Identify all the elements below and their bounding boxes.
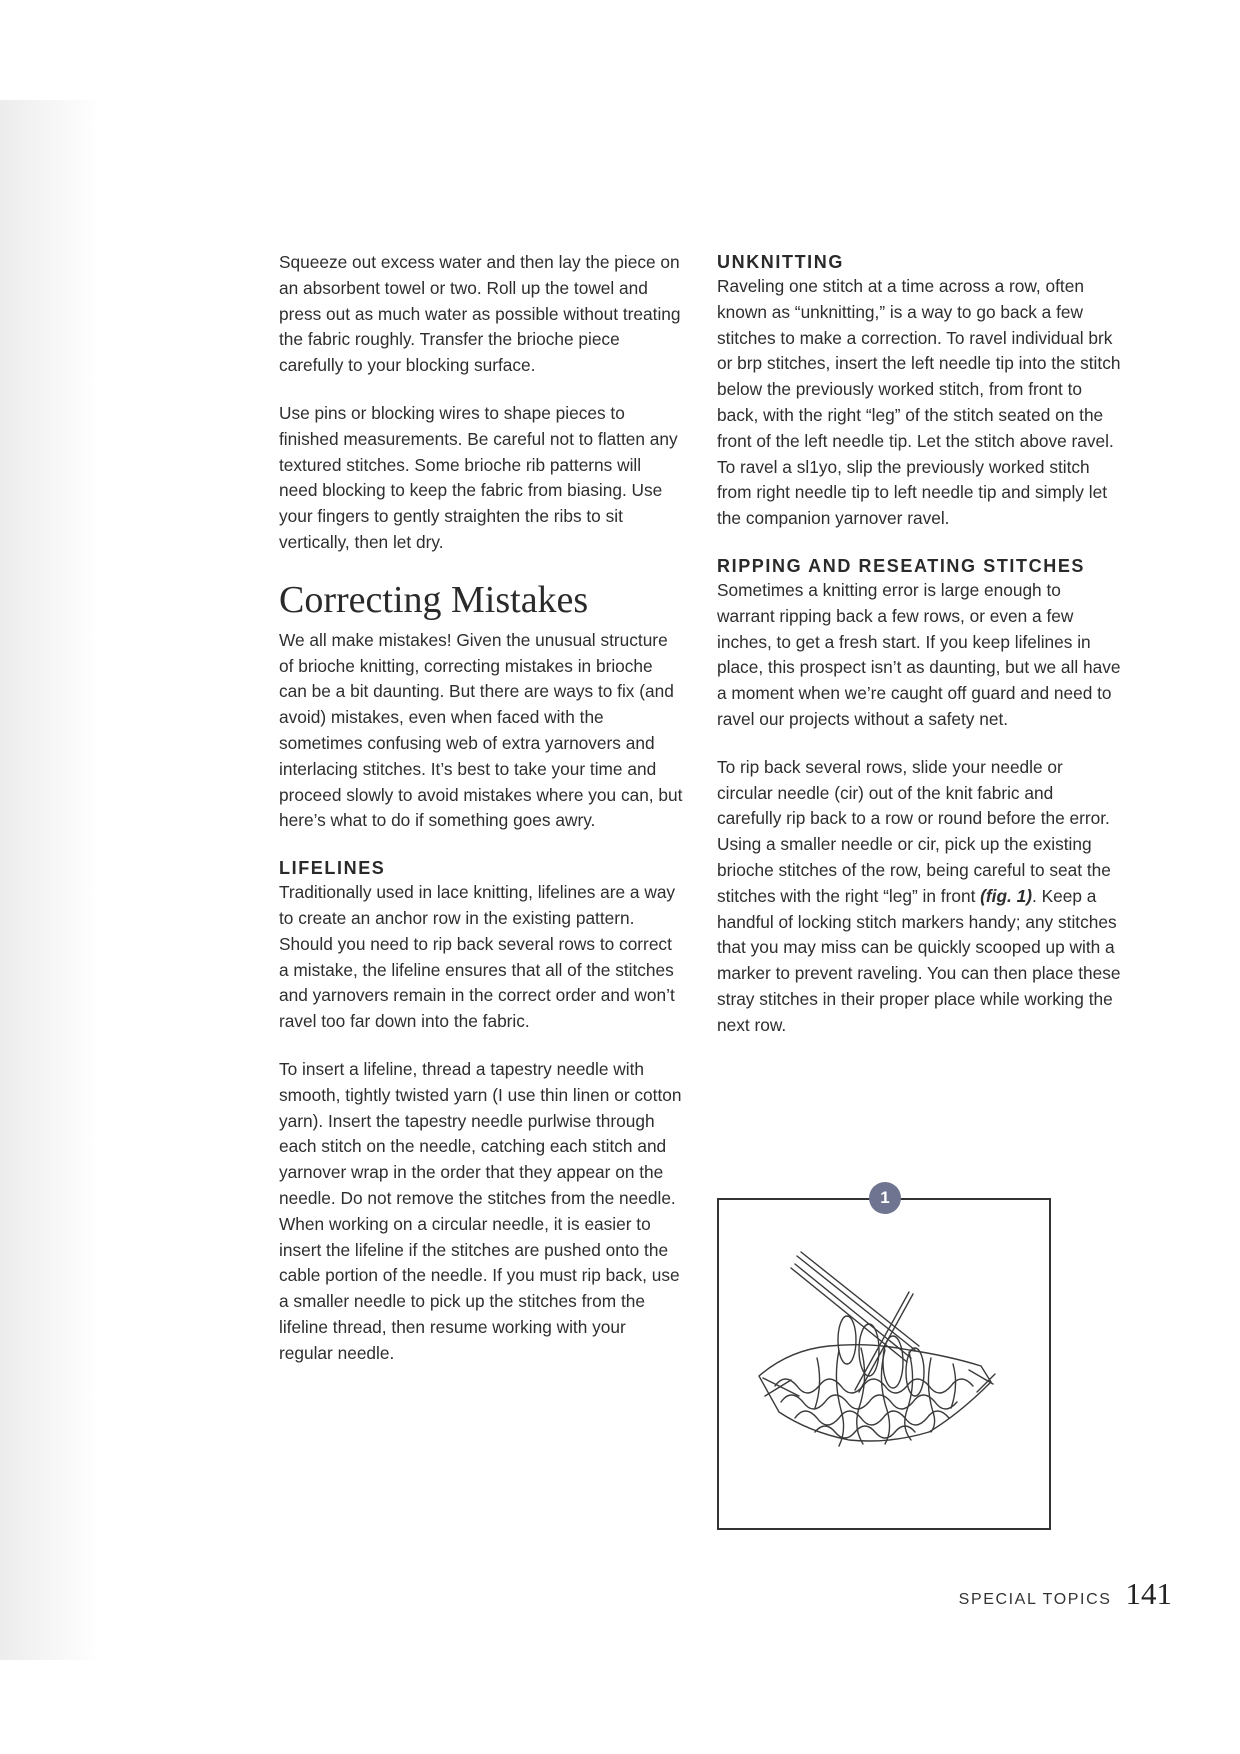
left-column	[279, 250, 684, 1388]
paragraph-unknitting: Raveling one stitch at a time across a row, often known as “unknitting,” is a way to go back a few stitches to make a correction. To ravel individual brk or brp stitches, insert the left needle tip into the stitch below the previously worked stitch, from front to back, with the right “leg” of the stitch seated on the front of the left needle tip. Let the stitch above ravel. To ravel a sl1yo, slip the previously worked stitch from right needle tip to left needle tip and simply let the companion yarnover ravel.	[717, 276, 1121, 529]
section-title: Correcting Mistakes	[279, 578, 589, 621]
running-footer-label: SPECIAL TOPICS	[958, 1591, 1112, 1608]
right-column	[717, 250, 1122, 1061]
knitting-stitches-illustration-icon	[719, 1200, 1049, 1528]
unknitting-heading: UNKNITTING	[717, 252, 844, 272]
ripping-heading: RIPPING AND RESEATING STITCHES	[717, 555, 1086, 576]
figure-1	[717, 1188, 1051, 1530]
page-footer	[959, 1576, 1172, 1612]
figure-number-badge: 1	[869, 1182, 901, 1214]
lifelines-heading: LIFELINES	[279, 858, 386, 879]
rip-back-text-1: To rip back several rows, slide your needle or circular needle (cir) out of the knit fabric and carefully rip back to a row or round before the error. Using a smaller needle or cir, pick up the existing brioche stitches of the row, being careful to seat the stitches with the right “leg” in front	[717, 756, 1111, 906]
paragraph-mistakes-intro: We all make mistakes! Given the unusual structure of brioche knitting, correcting mistakes in brioche can be a bit daunting. But there are ways to fix (and avoid) mistakes, even when faced with the sometimes confusing web of extra yarnovers and interlacing stitches. It’s best to take your time and proceed slowly to avoid mistakes where you can, but here’s what to do if something goes awry.	[279, 629, 683, 831]
paragraph-insert-lifeline: To insert a lifeline, thread a tapestry needle with smooth, tightly twisted yarn (I use thin linen or cotton yarn). Insert the tapestry needle purlwise through each stitch on the needle, catching each stitch and yarnover wrap in the order that they appear on the needle. Do not remove the stitches from the needle. When working on a circular needle, it is easier to insert the lifeline if the stitches are pushed onto the cable portion of the needle. If you must rip back, use a smaller needle to pick up the stitches from the lifeline thread, then resume working with your regular needle.	[279, 1058, 682, 1363]
paragraph-squeeze: Squeeze out excess water and then lay the piece on an absorbent towel or two. Roll up the towel and press out as much water as possible without treating the fabric roughly. Transfer the brioche piece carefully to your blocking surface.	[279, 252, 681, 376]
page-number: 141	[1125, 1576, 1172, 1611]
paragraph-lifelines: Traditionally used in lace knitting, lifelines are a way to create an anchor row in the existing pattern. Should you need to rip back several rows to correct a mistake, the lifeline ensures that all of the stitches and yarnovers remain in the correct order and won’t ravel too far down into the fabric.	[279, 882, 676, 1032]
paragraph-rip-back	[717, 755, 1122, 1039]
paragraph-ripping: Sometimes a knitting error is large enough to warrant ripping back a few rows, or even a few inches, to get a fresh start. If you keep lifelines in place, this prospect isn’t as daunting, but we all have a moment when we’re caught off guard and need to ravel our projects without a safety net.	[717, 579, 1121, 729]
paragraph-blocking: Use pins or blocking wires to shape pieces to finished measurements. Be careful not to flatten any textured stitches. Some brioche rib patterns will need blocking to keep the fabric from biasing. Use your fingers to gently straighten the ribs to sit vertically, then let dry.	[279, 402, 678, 552]
figure-reference: (fig. 1)	[980, 885, 1033, 906]
rip-back-text-2: . Keep a handful of locking stitch markers handy; any stitches that you may miss can be quickly scooped up with a marker to prevent raveling. You can then place these stray stitches in their proper place while working the next row.	[717, 885, 1121, 1035]
scan-edge-shadow	[0, 100, 100, 1660]
